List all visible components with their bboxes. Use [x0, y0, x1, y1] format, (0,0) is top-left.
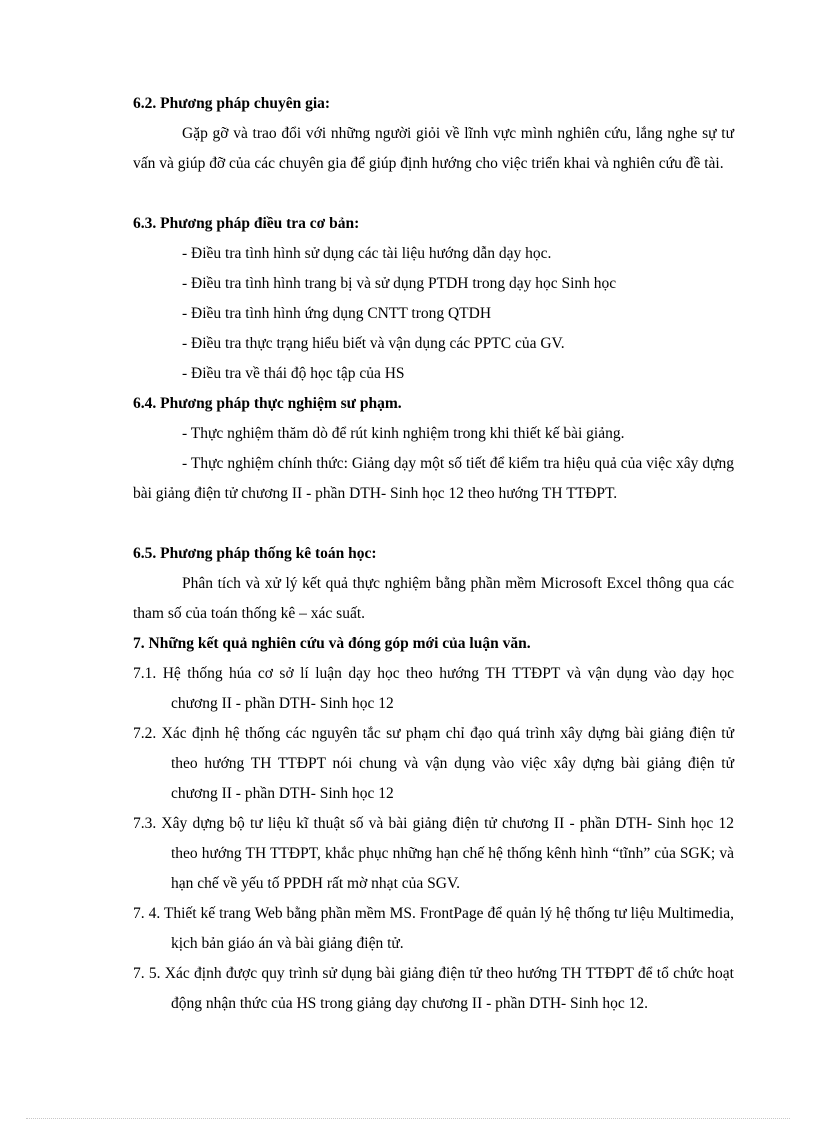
bullet-6-3-1: - Điều tra tình hình sử dụng các tài liệu hướng dẫn dạy học.: [182, 245, 552, 262]
heading-6-3: 6.3. Phương pháp điều tra cơ bản:: [133, 215, 360, 232]
heading-6-5: 6.5. Phương pháp thống kê toán học:: [133, 545, 377, 562]
bullet-6-4-1: - Thực nghiệm thăm dò để rút kinh nghiệm trong khi thiết kế bài giảng.: [182, 425, 625, 442]
bullet-6-3-3: - Điều tra tình hình ứng dụng CNTT trong QTDH: [182, 305, 492, 322]
page-bottom-divider: [26, 1118, 790, 1119]
bullet-6-3-4: - Điều tra thực trạng hiểu biết và vận dụng các PPTC của GV.: [182, 335, 565, 352]
result-item-7-3: 7.3. Xây dựng bộ tư liệu kĩ thuật số và bài giảng điện tử chương II - phần DTH- Sinh học 12 theo hướng TH TTĐPT, khắc phục những hạn chế hệ thống kênh hình “tĩnh” của SGK; và hạn chế về yếu tố PPDH rất mờ nhạt của SGV.: [133, 815, 734, 892]
heading-7: 7. Những kết quả nghiên cứu và đóng góp mới của luận văn.: [133, 635, 531, 652]
paragraph-6-5: Phân tích và xử lý kết quả thực nghiệm bằng phần mềm Microsoft Excel thông qua các tham số của toán thống kê – xác suất.: [133, 575, 734, 622]
result-item-7-1: 7.1. Hệ thống húa cơ sở lí luận dạy học theo hướng TH TTĐPT và vận dụng vào dạy học chương II - phần DTH- Sinh học 12: [133, 665, 734, 712]
result-item-7-4: 7. 4. Thiết kế trang Web bằng phần mềm MS. FrontPage để quản lý hệ thống tư liệu Multimedia, kịch bản giáo án và bài giảng điện tử.: [133, 905, 734, 952]
paragraph-6-4: - Thực nghiệm chính thức: Giảng dạy một số tiết để kiểm tra hiệu quả của việc xây dựng bài giảng điện tử chương II - phần DTH- Sinh học 12 theo hướng TH TTĐPT.: [133, 455, 734, 502]
heading-6-2: 6.2. Phương pháp chuyên gia:: [133, 95, 331, 112]
result-item-7-2: 7.2. Xác định hệ thống các nguyên tắc sư phạm chỉ đạo quá trình xây dựng bài giảng điện tử theo hướng TH TTĐPT nói chung và vận dụng vào việc xây dựng bài giảng điện tử chương II - phần DTH- Sinh học 12: [133, 725, 734, 802]
result-item-7-5: 7. 5. Xác định được quy trình sử dụng bài giảng điện tử theo hướng TH TTĐPT để tổ chức hoạt động nhận thức của HS trong giảng dạy chương II - phần DTH- Sinh học 12.: [133, 965, 734, 1012]
bullet-6-3-2: - Điều tra tình hình trang bị và sử dụng PTDH trong dạy học Sinh học: [182, 275, 617, 292]
heading-6-4: 6.4. Phương pháp thực nghiệm sư phạm.: [133, 395, 402, 412]
paragraph-6-2: Gặp gỡ và trao đổi với những người giỏi về lĩnh vực mình nghiên cứu, lắng nghe sự tư vấn và giúp đỡ của các chuyên gia để giúp định hướng cho việc triển khai và nghiên cứu đề tài.: [133, 125, 734, 172]
bullet-6-3-5: - Điều tra về thái độ học tập của HS: [182, 365, 405, 382]
